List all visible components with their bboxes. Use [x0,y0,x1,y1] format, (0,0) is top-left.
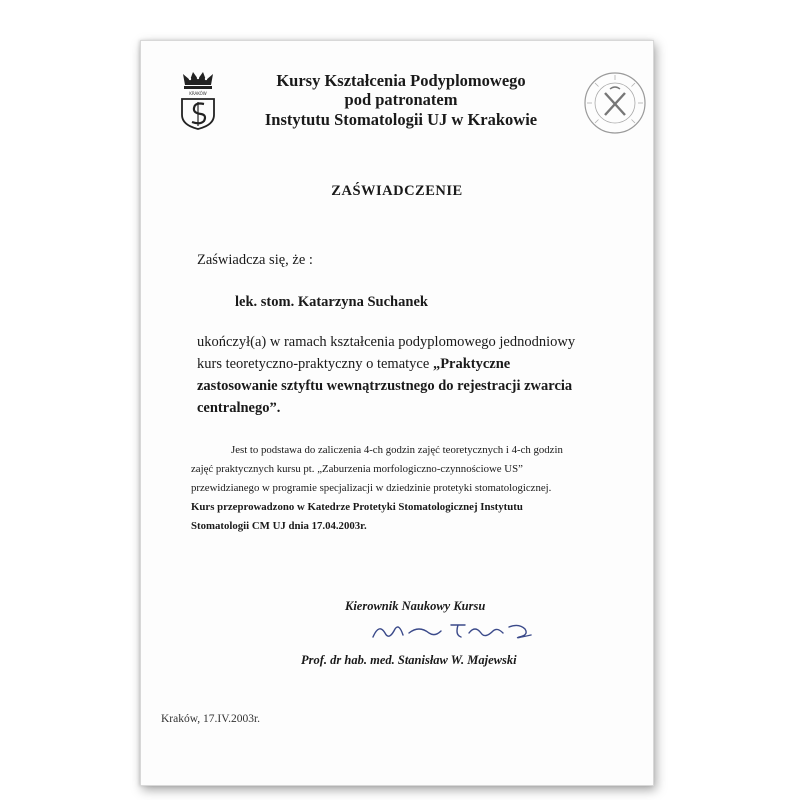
body-line-2-bold: „Praktyczne [432,356,511,372]
body-line-1: ukończył(a) w ramach kształcenia podyplomowego jednodniowy [197,334,576,350]
certificate-body [197,331,633,419]
details-line-1: Jest to podstawa do zaliczenia 4-ch godzin zajęć teoretycznych i 4-ch godzin [231,444,563,456]
signature-role: Kierownik Naukowy Kursu [345,599,486,613]
header-line-2: pod patronatem [344,90,458,109]
university-seal-icon [583,71,647,135]
body-line-2-plain: kurs teoretyczno-praktyczny o tematyce [197,356,433,372]
recipient-name: lek. stom. Katarzyna Suchanek [235,294,428,310]
details-line-2: zajęć praktycznych kursu pt. „Zaburzenia morfologiczno-czynnościowe US” [191,463,523,475]
handwritten-signature [369,615,549,645]
certificate-details [191,441,631,536]
details-line-5: Stomatologii CM UJ dnia 17.04.2003r. [191,520,367,532]
details-line-3: przewidzianego w programie specjalizacji w dziedzinie protetyki stomatologicznej. [191,482,552,494]
header-line-3: Instytutu Stomatologii UJ w Krakowie [264,110,538,129]
certificate-intro: Zaświadcza się, że : [197,252,313,268]
details-line-4: Kurs przeprowadzono w Katedrze Protetyki Stomatologicznej Instytutu [191,501,523,513]
signatory-name: Prof. dr hab. med. Stanisław W. Majewski [301,653,517,667]
body-line-3: zastosowanie sztyftu wewnątrzustnego do rejestracji zwarcia [197,378,573,394]
header-line-1: Kursy Kształcenia Podyplomowego [276,71,526,90]
body-line-4: centralnego”. [197,400,281,416]
place-date: Kraków, 17.IV.2003r. [161,713,261,725]
certificate-title: ZAŚWIADCZENIE [331,183,463,199]
body-line-2 [197,353,633,375]
certificate-page [140,40,654,786]
logo-caption: KRAKÓW [189,91,207,96]
